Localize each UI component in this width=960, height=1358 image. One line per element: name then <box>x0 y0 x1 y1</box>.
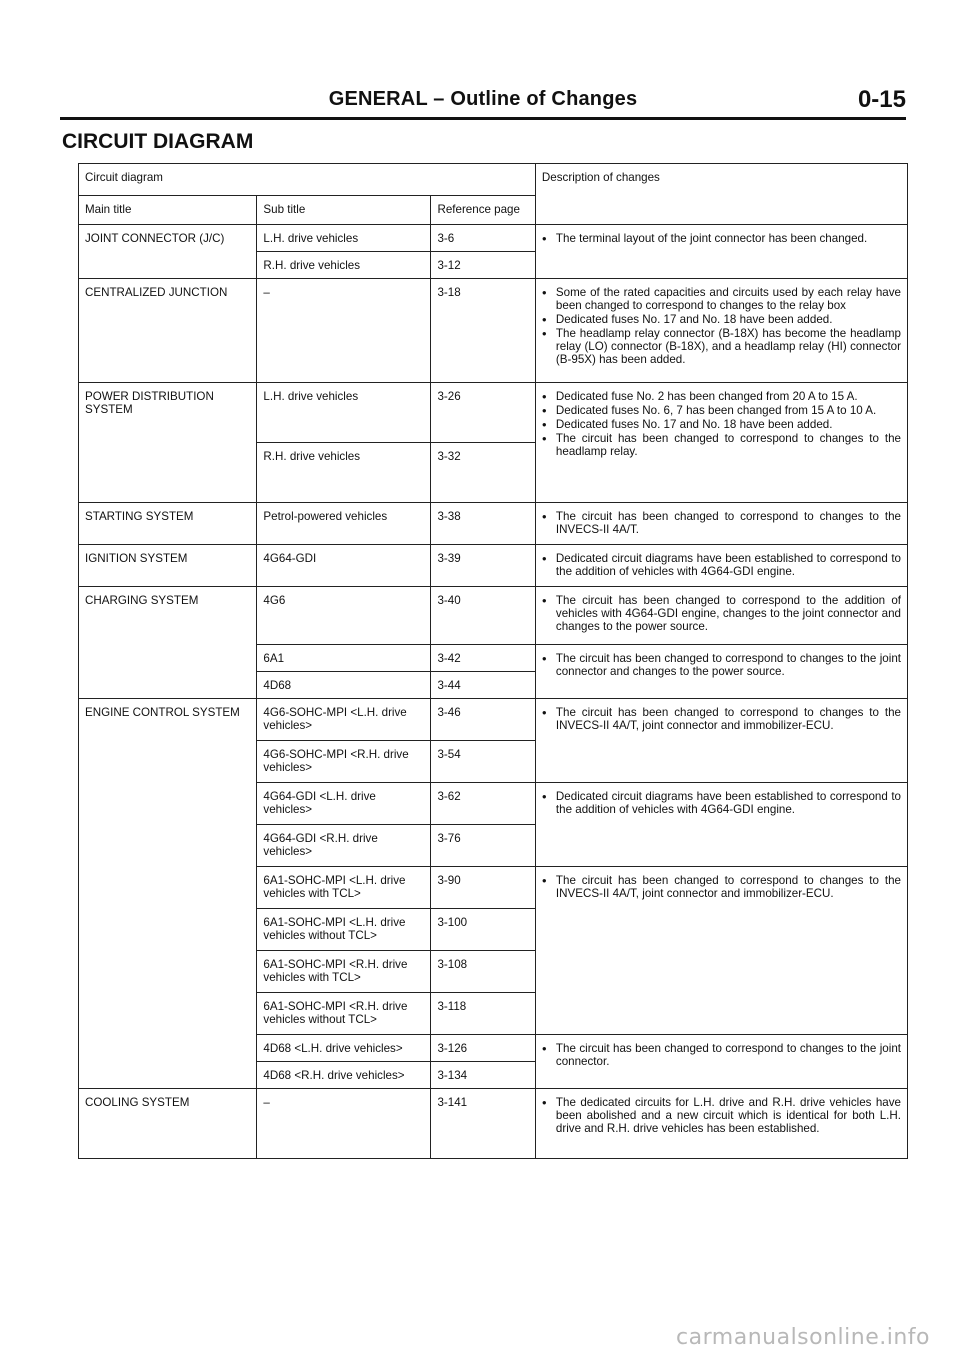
reference-page-cell: 3-134 <box>431 1062 535 1089</box>
table-row <box>79 587 908 645</box>
table-row <box>79 279 908 383</box>
sub-title-cell: 4D68 <box>257 672 431 699</box>
description-item: ● The headlamp relay connector (B-18X) has become the headlamp relay (LO) connector (B-18X), and a headlamp relay (HI) connector (B-95X) has been added. <box>542 327 901 366</box>
description-cell <box>535 1035 907 1089</box>
reference-page-cell: 3-76 <box>431 825 535 867</box>
description-cell <box>535 503 907 545</box>
main-title-cell: CENTRALIZED JUNCTION <box>79 279 257 383</box>
header-rule <box>60 117 906 120</box>
sub-title-cell: 6A1-SOHC-MPI <R.H. drive vehicles without TCL> <box>257 993 431 1035</box>
sub-title-cell: L.H. drive vehicles <box>257 383 431 443</box>
sub-title-cell: 6A1-SOHC-MPI <R.H. drive vehicles with TCL> <box>257 951 431 993</box>
reference-page-cell: 3-40 <box>431 587 535 645</box>
description-cell <box>535 1089 907 1159</box>
reference-page-cell: 3-32 <box>431 443 535 503</box>
sub-title-cell: – <box>257 1089 431 1159</box>
description-item: ● Some of the rated capacities and circuits used by each relay have been changed to correspond to changes to the relay box <box>542 286 901 312</box>
reference-page-cell: 3-39 <box>431 545 535 587</box>
reference-page-cell: 3-118 <box>431 993 535 1035</box>
description-item: ● The circuit has been changed to correspond to changes to the INVECS-II 4A/T, joint connector and immobilizer-ECU. <box>542 874 901 900</box>
description-item: ● Dedicated fuses No. 17 and No. 18 have been added. <box>542 418 901 431</box>
header-title: GENERAL – Outline of Changes <box>328 88 638 110</box>
sub-title-cell: 6A1-SOHC-MPI <L.H. drive vehicles with TCL> <box>257 867 431 909</box>
reference-page-cell: 3-38 <box>431 503 535 545</box>
description-item: ● The circuit has been changed to correspond to changes to the INVECS-II 4A/T, joint connector and immobilizer-ECU. <box>542 706 901 732</box>
description-cell <box>535 279 907 383</box>
table-row <box>79 383 908 443</box>
description-item: ● Dedicated fuses No. 6, 7 has been changed from 15 A to 10 A. <box>542 404 901 417</box>
watermark: carmanualsonline.info <box>676 1325 930 1350</box>
description-item: ● The dedicated circuits for L.H. drive and R.H. drive vehicles have been abolished and a new circuit which is identical for both L.H. drive and R.H. drive vehicles has been established. <box>542 1096 901 1135</box>
description-item: ● Dedicated circuit diagrams have been established to correspond to the addition of vehicles with 4G64-GDI engine. <box>542 552 901 578</box>
description-cell <box>535 645 907 699</box>
description-item: ● The circuit has been changed to correspond to changes to the joint connector and changes to the power source. <box>542 652 901 678</box>
reference-page-cell: 3-90 <box>431 867 535 909</box>
sub-title-cell: R.H. drive vehicles <box>257 443 431 503</box>
main-title-cell: COOLING SYSTEM <box>79 1089 257 1159</box>
sub-title-cell: 4G64-GDI <R.H. drive vehicles> <box>257 825 431 867</box>
reference-page-cell: 3-46 <box>431 699 535 741</box>
description-cell <box>535 587 907 645</box>
header-circuit-diagram: Circuit diagram <box>79 164 536 196</box>
sub-title-cell: L.H. drive vehicles <box>257 225 431 252</box>
description-cell <box>535 225 907 279</box>
table-header-row <box>79 164 908 196</box>
reference-page-cell: 3-108 <box>431 951 535 993</box>
sub-title-cell: 4G64-GDI <L.H. drive vehicles> <box>257 783 431 825</box>
description-cell <box>535 867 907 1035</box>
sub-title-cell: 4D68 <R.H. drive vehicles> <box>257 1062 431 1089</box>
table-row <box>79 699 908 741</box>
main-title-cell: POWER DISTRIBUTION SYSTEM <box>79 383 257 503</box>
sub-title-cell: R.H. drive vehicles <box>257 252 431 279</box>
sub-title-cell: 6A1 <box>257 645 431 672</box>
reference-page-cell: 3-62 <box>431 783 535 825</box>
reference-page-cell: 3-54 <box>431 741 535 783</box>
table-row <box>79 225 908 252</box>
page-header <box>60 86 906 116</box>
description-cell <box>535 783 907 867</box>
reference-page-cell: 3-18 <box>431 279 535 383</box>
changes-table <box>78 163 908 1159</box>
description-item: ● Dedicated circuit diagrams have been established to correspond to the addition of vehicles with 4G64-GDI engine. <box>542 790 901 816</box>
header-reference-page: Reference page <box>431 196 535 225</box>
header-sub-title: Sub title <box>257 196 431 225</box>
table-row <box>79 503 908 545</box>
sub-title-cell: Petrol-powered vehicles <box>257 503 431 545</box>
reference-page-cell: 3-100 <box>431 909 535 951</box>
description-cell <box>535 545 907 587</box>
description-item: ● The circuit has been changed to correspond to changes to the joint connector. <box>542 1042 901 1068</box>
main-title-cell: JOINT CONNECTOR (J/C) <box>79 225 257 279</box>
reference-page-cell: 3-126 <box>431 1035 535 1062</box>
description-item: ● Dedicated fuse No. 2 has been changed from 20 A to 15 A. <box>542 390 901 403</box>
reference-page-cell: 3-42 <box>431 645 535 672</box>
table-row <box>79 1089 908 1159</box>
table-row <box>79 545 908 587</box>
main-title-cell: CHARGING SYSTEM <box>79 587 257 699</box>
description-item: ● The circuit has been changed to correspond to changes to the headlamp relay. <box>542 432 901 458</box>
reference-page-cell: 3-26 <box>431 383 535 443</box>
sub-title-cell: 4G64-GDI <box>257 545 431 587</box>
main-title-cell: STARTING SYSTEM <box>79 503 257 545</box>
page-number: 0-15 <box>857 86 906 113</box>
main-title-cell: IGNITION SYSTEM <box>79 545 257 587</box>
main-title-cell: ENGINE CONTROL SYSTEM <box>79 699 257 1089</box>
header-description: Description of changes <box>535 164 907 225</box>
reference-page-cell: 3-141 <box>431 1089 535 1159</box>
description-item: ● Dedicated fuses No. 17 and No. 18 have been added. <box>542 313 901 326</box>
reference-page-cell: 3-12 <box>431 252 535 279</box>
sub-title-cell: 6A1-SOHC-MPI <L.H. drive vehicles without TCL> <box>257 909 431 951</box>
description-item: ● The terminal layout of the joint connector has been changed. <box>542 232 901 245</box>
description-item: ● The circuit has been changed to correspond to the addition of vehicles with 4G64-GDI engine, changes to the joint connector and changes to the power source. <box>542 594 901 633</box>
description-cell <box>535 383 907 503</box>
sub-title-cell: 4G6-SOHC-MPI <L.H. drive vehicles> <box>257 699 431 741</box>
description-item: ● The circuit has been changed to correspond to changes to the INVECS-II 4A/T. <box>542 510 901 536</box>
sub-title-cell: 4D68 <L.H. drive vehicles> <box>257 1035 431 1062</box>
section-title: CIRCUIT DIAGRAM <box>62 130 254 153</box>
reference-page-cell: 3-44 <box>431 672 535 699</box>
reference-page-cell: 3-6 <box>431 225 535 252</box>
sub-title-cell: 4G6 <box>257 587 431 645</box>
sub-title-cell: – <box>257 279 431 383</box>
description-cell <box>535 699 907 783</box>
sub-title-cell: 4G6-SOHC-MPI <R.H. drive vehicles> <box>257 741 431 783</box>
header-main-title: Main title <box>79 196 257 225</box>
